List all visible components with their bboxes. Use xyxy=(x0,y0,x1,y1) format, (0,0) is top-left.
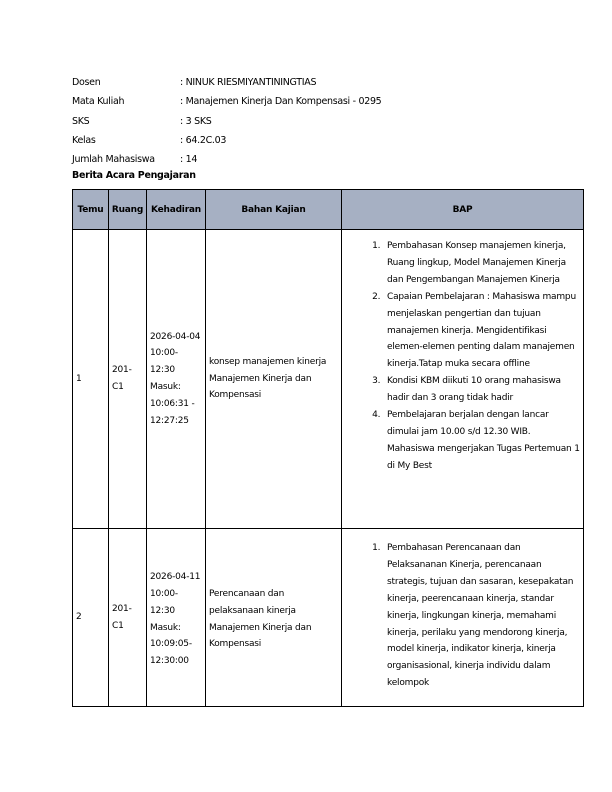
kelas-label: Kelas xyxy=(72,134,96,146)
cell-temu: 2 xyxy=(73,529,109,707)
cell-bap xyxy=(342,529,584,707)
header-ruang: Ruang xyxy=(109,190,147,230)
jumlah-mahasiswa-label: Jumlah Mahasiswa xyxy=(72,154,155,166)
table-row xyxy=(73,230,584,529)
mata-kuliah-label: Mata Kuliah xyxy=(72,96,125,108)
kajian-topic: konsep manajemen kinerja xyxy=(209,356,327,367)
info-row-jumlah-mahasiswa xyxy=(72,150,381,169)
mata-kuliah-value: : Manajemen Kinerja Dan Kompensasi - 0295 xyxy=(180,96,382,108)
cell-temu: 1 xyxy=(73,230,109,529)
jumlah-mahasiswa-value: : 14 xyxy=(180,154,198,166)
header-temu: Temu xyxy=(73,190,109,230)
info-row-dosen xyxy=(72,73,381,92)
bap-item: 1. Pembahasan Konsep manajemen kinerja, Ruang lingkup, Model Manajemen Kinerja dan Pengembangan Manajemen Kinerja xyxy=(383,238,580,289)
table-row xyxy=(73,529,584,707)
info-row-kelas xyxy=(72,131,381,150)
sks-label: SKS xyxy=(72,115,90,127)
cell-bap xyxy=(342,230,584,529)
header-bahan-kajian: Bahan Kajian xyxy=(206,190,342,230)
cell-bahan-kajian xyxy=(206,529,342,707)
cell-ruang: 201-C1 xyxy=(109,230,147,529)
info-row-sks xyxy=(72,112,381,131)
dosen-label: Dosen xyxy=(72,77,101,88)
header-kehadiran: Kehadiran xyxy=(147,190,206,230)
bap-item: 3. Kondisi KBM diikuti 10 orang mahasiswa hadir dan 3 orang tidak hadir xyxy=(383,373,580,407)
bap-item: 2. Capaian Pembelajaran : Mahasiswa mampu menjelaskan pengertian dan tujuan manajemen kinerja. Mengidentifikasi elemen-elemen penting dalam manajemen kinerja.Tatap muka secara offline xyxy=(383,289,580,374)
cell-kehadiran: 2026-04-04 10:00-12:30 Masuk: 10:06:31 - 12:27:25 xyxy=(147,230,206,529)
kajian-course: Manajemen Kinerja dan Kompensasi xyxy=(209,622,312,650)
table-header-row xyxy=(73,190,584,230)
kajian-course: Manajemen Kinerja dan Kompensasi xyxy=(209,373,312,401)
bap-list xyxy=(345,238,580,475)
bap-item: 4. Pembelajaran berjalan dengan lancar dimulai jam 10.00 s/d 12.30 WIB. Mahasiswa mengerjakan Tugas Pertemuan 1 di My Best xyxy=(383,407,580,475)
sks-value: : 3 SKS xyxy=(180,115,212,127)
bap-item: 1. Pembahasan Perencanaan dan Pelaksananan Kinerja, perencanaan strategis, tujuan dan sasaran, kesepakatan kinerja, peerencanaan kinerja, standar kinerja, lingkungan kinerja, memahami kinerja, perilaku yang mendorong kinerja, model kinerja, indikator kinerja, kinerja organisasional, kinerja individu dalam kelompok xyxy=(383,540,580,692)
section-title: Berita Acara Pengajaran xyxy=(72,170,196,181)
kelas-value: : 64.2C.03 xyxy=(180,134,227,146)
cell-ruang: 201-C1 xyxy=(109,529,147,707)
info-row-mata-kuliah xyxy=(72,92,381,111)
header-bap: BAP xyxy=(342,190,584,230)
dosen-value: : NINUK RIESMIYANTININGTIAS xyxy=(180,77,317,88)
bap-table xyxy=(72,189,584,707)
course-info xyxy=(72,73,381,169)
bap-list xyxy=(345,540,580,692)
cell-bahan-kajian xyxy=(206,230,342,529)
kajian-topic: Perencanaan dan pelaksanaan kinerja xyxy=(209,588,296,616)
cell-kehadiran: 2026-04-11 10:00-12:30 Masuk: 10:09:05-12:30:00 xyxy=(147,529,206,707)
